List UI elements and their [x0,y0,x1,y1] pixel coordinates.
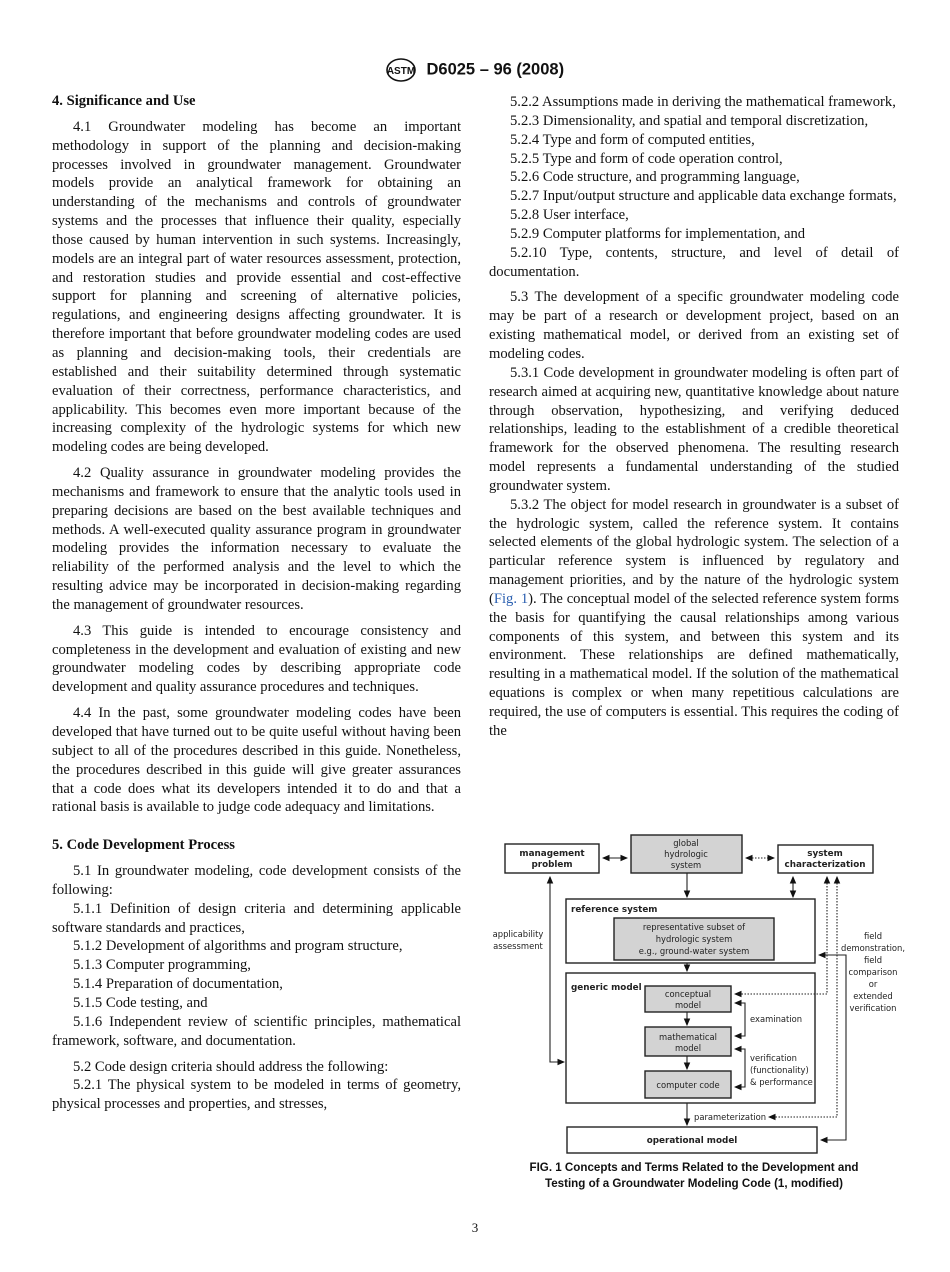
system-characterization-label: system [807,849,843,859]
mathematical-model-label: mathematical [659,1032,717,1042]
reference-system-label: reference system [571,905,658,915]
conceptual-model-label: conceptual [664,989,712,999]
caption-line-2: Testing of a Groundwater Modeling Code (1, modified) [544,1177,843,1190]
caption-line-1: FIG. 1 Concepts and Terms Related to the Development and [529,1161,859,1174]
paragraph-5-2-5: 5.2.5 Type and form of code operation control, [510,150,783,167]
operational-model-label: operational model [646,1136,738,1146]
paragraph-4-1: 4.1 Groundwater modeling has become an important methodology in support of the planning and decision-making processes involved in groundwater management. Groundwater models provide an analytical framework for obtaining an understanding of the mechanisms and controls of groundwater systems and the processes that influence their quality, especially those caused by human intervention in such systems. Increasingly, models are an integral part of water resources assessment, protection, and restoration studies and provide essential and cost-effective support for planning and screening of alternative policies, regulations, and engineering designs affecting groundwater. It is therefore important that before groundwater modeling codes are used as planning and decision-making tools, their credentials are established and their suitability determined through systematic evaluation of their correctness, performance characteristics, and applicability. This becomes even more important because of the increasing complexity of the hydrologic systems for which new modeling codes are being developed. [52,118,461,456]
paragraph-5-2: 5.2 Code design criteria should address the following: [73,1058,389,1075]
paragraph-4-4: 4.4 In the past, some groundwater modeling codes have been developed that have turned out to be quite useful without having been subject to all of the procedures described in this guide. Nonetheless, the procedures described in this guide will give greater assurances that a code does what its developers intended it to do and that a rational basis is available to judge code adequacy and limitations. [52,705,461,816]
paragraph-5-1-1: 5.1.1 Definition of design criteria and determining applicable software standards and practices, [52,900,461,936]
applicability-label-2: assessment [493,941,543,951]
svg-text:ASTM: ASTM [386,66,416,77]
global-system-label-3: system [670,860,702,870]
paragraph-5-3-2-text: 5.3.2 The object for model research in groundwater is a subset of the hydrologic system, called the reference system. It contains selected elements of the global hydrologic system. The selection of a particular reference system is influenced by regulatory and management priorities, and by the nature of the hydrologic system ( [489,496,899,607]
paragraph-5-3-2-text-cont: ). The conceptual model of the selected reference system forms the basis for quantifying the causal relationships among various components of this system, and between this system and its environment. These relationships are defined mathematically, resulting in a mathematical model. If the solution of the mathematical equations is complex or when many repetitious calculations are required, the use of computers is essential. This requires the coding of the [489,590,899,739]
field-label-line: extended [853,991,893,1001]
applicability-label: applicability [492,929,544,939]
paragraph-5-3: 5.3 The development of a specific groundwater modeling code may be part of a research or development project, based on an existing mathematical model, or derived from an existing set of modeling codes. [489,289,899,362]
management-problem-label: management [519,849,585,859]
section-heading-5: 5. Code Development Process [52,837,235,854]
system-characterization-label-2: characterization [784,860,866,870]
paragraph-5-3-1: 5.3.1 Code development in groundwater modeling is often part of research aimed at acquiring new, quantitative knowledge about nature through observation, hypothesizing, and verifying deduced relationships, leading to the establishment of a credible theoretical framework for the observed phenomena. The resulting research model represents a fundamental understanding of the studied groundwater system. [489,364,899,494]
section-heading-4: 4. Significance and Use [52,93,196,109]
paragraph-5-2-10: 5.2.10 Type, contents, structure, and level of detail of documentation. [489,244,899,280]
parameterization-label: parameterization [694,1112,767,1122]
field-label-line: comparison [848,967,898,977]
field-label-line: or [868,979,878,989]
verification-label-3: & performance [750,1077,813,1087]
representative-subset-label-2: hydrologic system [655,934,733,944]
field-label-line: demonstration, [841,943,905,953]
paragraph-5-1-6: 5.1.6 Independent review of scientific principles, mathematical framework, software, and documentation. [52,1013,461,1049]
examination-label: examination [750,1014,803,1024]
paragraph-5-2-8: 5.2.8 User interface, [510,207,629,224]
paragraph-5-1-5: 5.1.5 Code testing, and [73,994,208,1011]
generic-model-label: generic model [571,983,642,993]
figure-1-link[interactable]: Fig. 1 [493,590,529,607]
paragraph-5-1-3: 5.1.3 Computer programming, [73,957,251,974]
management-problem-label-2: problem [531,860,573,870]
paragraph-4-2: 4.2 Quality assurance in groundwater modeling provides the mechanisms and framework to ensure that the analytic tools used in preparing decisions are based on the best available techniques and methods. A well-executed quality assurance program in groundwater modeling provides the information necessary to evaluate the reliability of the performed analysis and the level to which the resulting advice may be incorporated in decision-making regarding the management of groundwater resources. [52,465,461,613]
paragraph-4-3: 4.3 This guide is intended to encourage consistency and completeness in the development and evaluation of existing and new groundwater modeling codes by describing appropriate code development and quality assurance procedures and techniques. [52,622,461,696]
figure-caption [489,1160,899,1192]
paragraph-5-2-7: 5.2.7 Input/output structure and applicable data exchange formats, [510,188,897,205]
page-number: 3 [471,1220,479,1235]
paragraph-5-1: 5.1 In groundwater modeling, code development consists of the following: [52,863,461,898]
paragraph-5-2-4: 5.2.4 Type and form of computed entities, [510,131,755,148]
verification-label: verification [750,1053,797,1063]
mathematical-model-label-2: model [674,1043,702,1053]
field-label-line: verification [849,1003,897,1013]
document-designation: D6025 – 96 (2008) [426,60,565,79]
field-label-line: field [863,931,883,941]
global-system-label: global [673,838,699,848]
verification-label-2: (functionality) [750,1065,809,1075]
field-verification-label [841,931,905,1013]
global-system-label-2: hydrologic [664,849,708,859]
representative-subset-label: representative subset of [642,922,746,932]
paragraph-5-2-9: 5.2.9 Computer platforms for implementation, and [510,225,806,242]
paragraph-5-1-2: 5.1.2 Development of algorithms and program structure, [73,938,403,955]
paragraph-5-1-4: 5.1.4 Preparation of documentation, [73,976,283,993]
representative-subset-label-3: e.g., ground-water system [638,946,750,956]
paragraph-5-2-2: 5.2.2 Assumptions made in deriving the mathematical framework, [510,94,896,110]
paragraph-5-2-3: 5.2.3 Dimensionality, and spatial and temporal discretization, [510,112,869,129]
computer-code-label: computer code [656,1080,720,1090]
paragraph-5-2-6: 5.2.6 Code structure, and programming language, [510,169,800,186]
conceptual-model-label-2: model [674,1000,702,1010]
paragraph-5-2-1: 5.2.1 The physical system to be modeled in terms of geometry, physical processes and properties, and stresses, [52,1077,461,1113]
field-label-line: field [863,955,883,965]
